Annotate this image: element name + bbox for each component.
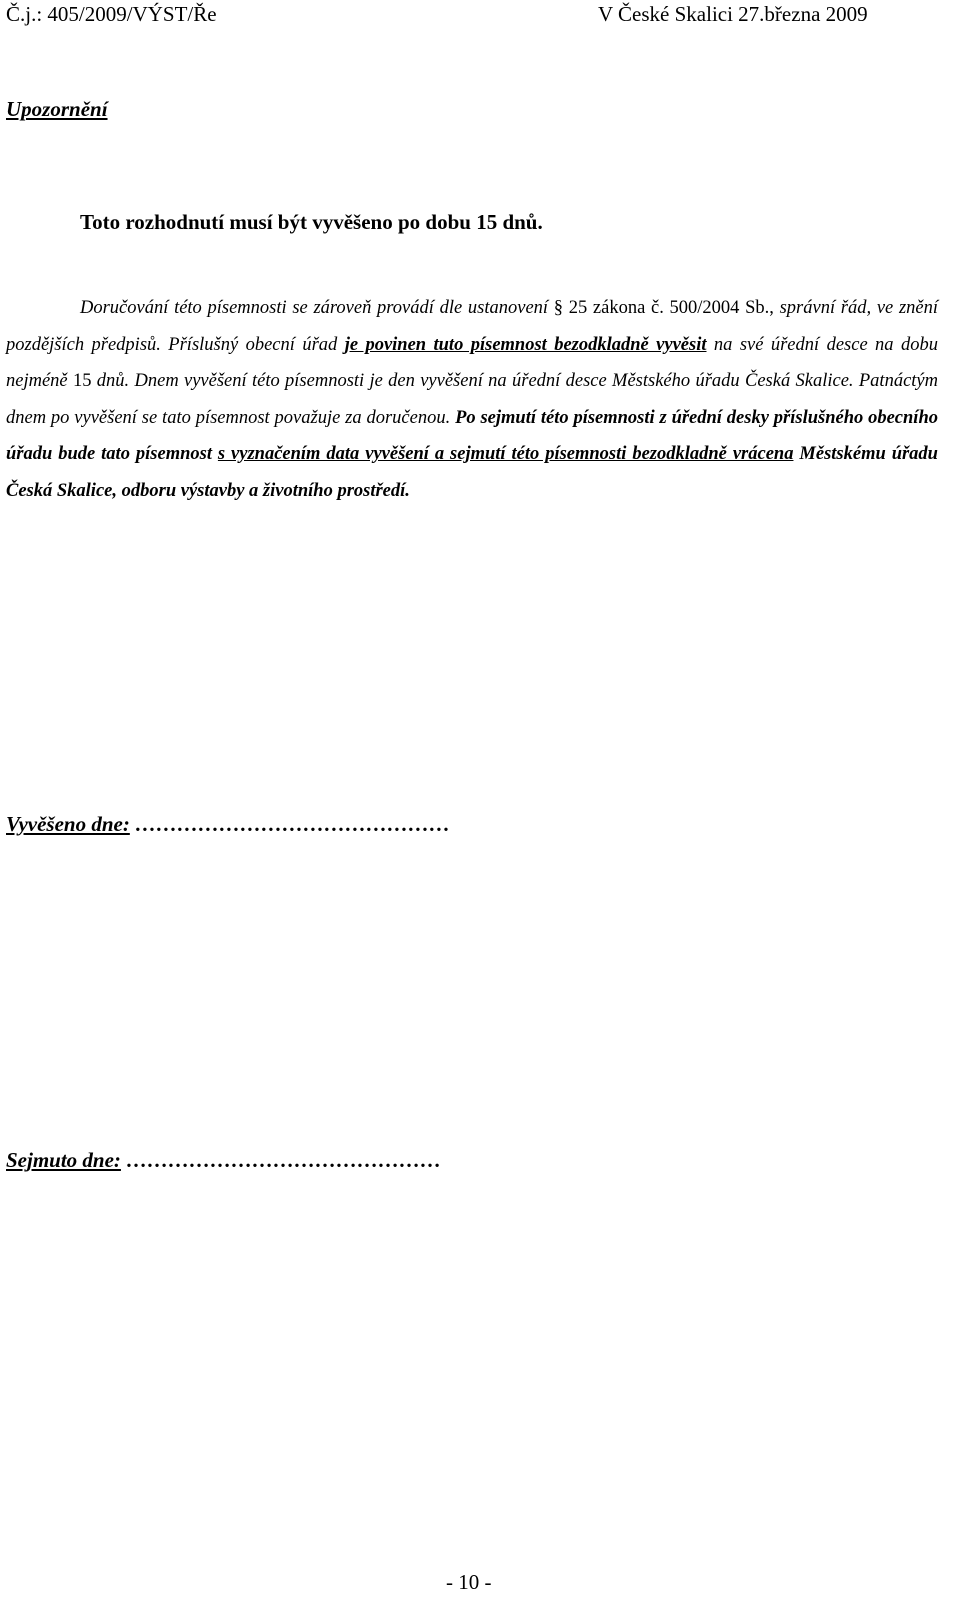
body-number: 15 [72,371,92,391]
posted-value: ……………………………………… [129,812,451,836]
removed-value: ……………………………………… [120,1148,442,1172]
posted-date-line [6,812,450,837]
removed-label: Sejmuto dne: [6,1148,121,1172]
body-text: dnů. Dnem vyvěšení této písemnosti je den vyvěšení na úřední desce Městského úřadu Česká Skalice. Patnáctým dnem po vyvěšení se tato písemnost považuje za doručenou. [6,371,938,428]
delivery-instructions-paragraph [6,290,938,509]
place-and-date: V České Skalici 27.března 2009 [598,2,868,26]
posted-label: Vyvěšeno dne: [6,812,130,836]
removed-date-line [6,1148,441,1173]
body-text: na své úřední desce na dobu nejméně [6,334,938,391]
body-text: správní řád, ve znění pozdějších předpisů. Příslušný obecní úřad [6,298,938,355]
reference-number: Č.j.: 405/2009/VÝST/Ře [6,2,217,26]
notice-title: Upozornění [6,97,108,121]
page-number: - 10 - [446,1570,492,1594]
body-emphasis-underlined: s vyznačením data vyvěšení a sejmutí této písemnosti bezodkladně vrácena [217,444,794,464]
section-symbol: § [548,298,564,318]
body-text: Doručování této písemnosti se zároveň provádí dle ustanovení [80,298,549,318]
body-text: 25 zákona č. 500/2004 Sb., [563,298,774,318]
posting-requirement: Toto rozhodnutí musí být vyvěšeno po dobu 15 dnů. [80,210,543,234]
body-emphasis: Městskému úřadu Česká Skalice, odboru výstavby a životního prostředí. [6,444,938,501]
body-emphasis: je povinen tuto písemnost bezodkladně vyvěsit [344,334,707,355]
body-emphasis: Po sejmutí této písemnosti z úřední desky příslušného obecního úřadu bude tato písemnost [6,407,938,464]
